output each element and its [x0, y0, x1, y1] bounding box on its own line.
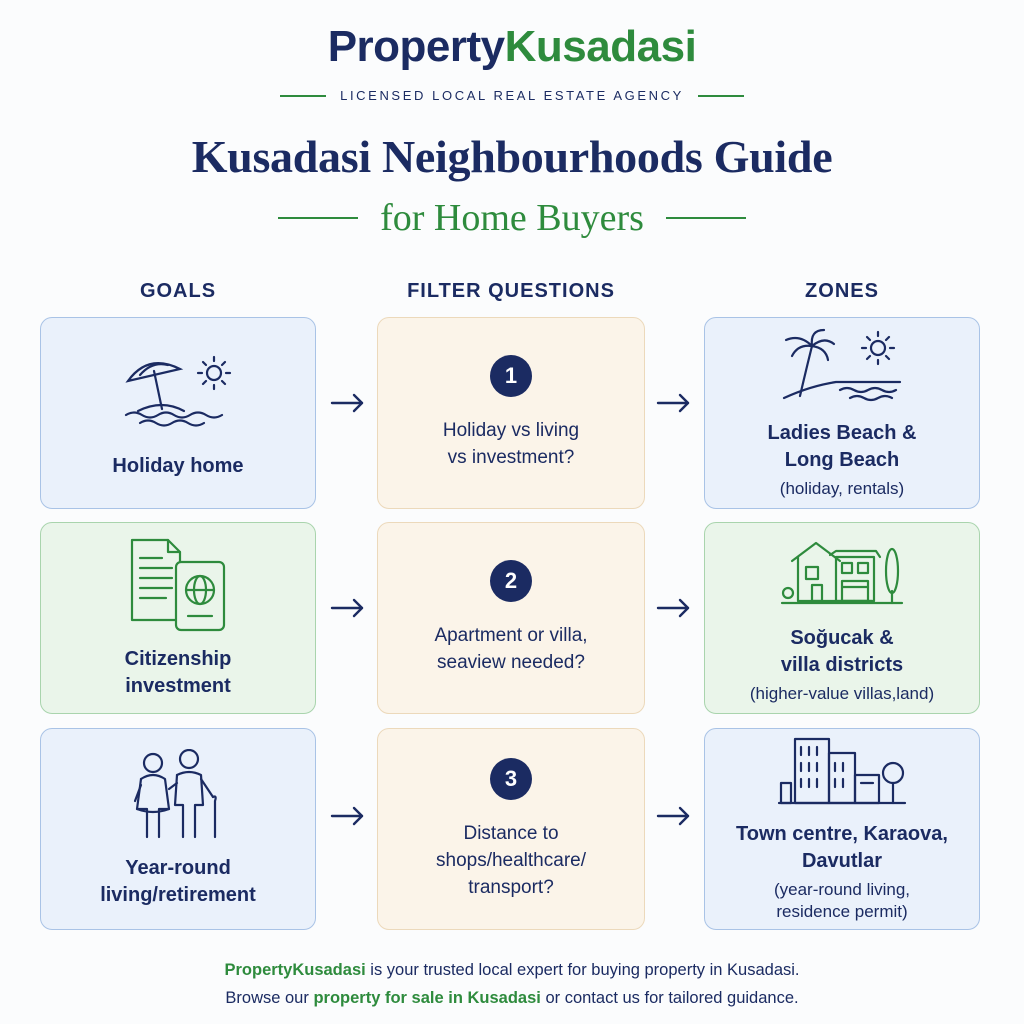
footer — [0, 956, 1024, 1012]
question-text-line: Holiday vs living — [442, 420, 580, 441]
goal-label: living/retirement — [100, 884, 256, 906]
zone-label: villa districts — [780, 654, 904, 676]
question-number-badge: 2 — [490, 560, 532, 602]
question-text-line: seaview needed? — [437, 652, 585, 673]
question-number-badge: 3 — [490, 758, 532, 800]
column-header-goals: GOALS — [139, 280, 217, 302]
zone-subtext: residence permit) — [776, 902, 908, 921]
goal-label: investment — [125, 675, 231, 697]
arrow-right-icon — [330, 393, 366, 413]
zone-label: Town centre, Karaova, — [736, 823, 948, 845]
zone-label: Soğucak & — [790, 627, 894, 649]
town-buildings-icon — [777, 735, 907, 807]
zone-label: Long Beach — [784, 449, 900, 471]
zone-subtext: (year-round living, — [773, 880, 911, 899]
page-title: Kusadasi Neighbourhoods Guide — [191, 131, 833, 182]
footer-line-1 — [0, 956, 1024, 984]
subtitle-row — [0, 196, 1024, 240]
goal-label: Year-round — [125, 857, 231, 879]
arrow-right-icon — [330, 598, 366, 618]
brand-part-kusadasi: Kusadasi — [504, 22, 697, 71]
tagline-row — [0, 88, 1024, 103]
beach-umbrella-icon — [118, 351, 238, 431]
elderly-couple-icon — [123, 749, 233, 841]
villa-house-icon — [780, 531, 904, 607]
question-text-line: Apartment or villa, — [434, 625, 588, 646]
question-card-3 — [377, 728, 645, 930]
footer-text: Browse our — [225, 989, 314, 1007]
zone-subtext: (holiday, rentals) — [779, 479, 905, 498]
goal-label: Citizenship — [124, 648, 232, 670]
arrow-right-icon — [656, 806, 692, 826]
footer-text: or contact us for tailored guidance. — [540, 989, 799, 1007]
zone-label: Davutlar — [801, 850, 883, 872]
arrow-right-icon — [656, 598, 692, 618]
property-for-sale-link[interactable]: property for sale in Kusadasi — [313, 989, 541, 1007]
question-card-1 — [377, 317, 645, 509]
question-text-line: shops/healthcare/ — [436, 849, 586, 871]
page-subtitle: for Home Buyers — [380, 197, 644, 239]
zone-card-beach — [704, 317, 980, 509]
brand-part-property: Property — [327, 22, 505, 71]
arrow-right-icon — [656, 393, 692, 413]
footer-text: is your trusted local expert for buying property in Kusadasi. — [365, 961, 800, 979]
question-text-line: Distance to — [463, 822, 559, 844]
goal-card-retirement — [40, 728, 316, 930]
question-text-line: transport? — [468, 876, 554, 898]
divider-left — [278, 217, 358, 219]
arrow-right-icon — [330, 806, 366, 826]
column-header-zones: ZONES — [805, 280, 879, 302]
goal-label: Holiday home — [112, 454, 244, 477]
footer-brand-link[interactable]: PropertyKusadasi — [224, 961, 366, 979]
brand-logo — [0, 22, 1024, 72]
divider-left — [280, 95, 326, 97]
passport-document-icon — [118, 536, 238, 636]
question-text-line: vs investment? — [447, 447, 575, 468]
goal-card-citizenship — [40, 522, 316, 714]
divider-right — [698, 95, 744, 97]
question-card-2 — [377, 522, 645, 714]
zone-card-villas — [704, 522, 980, 714]
palm-beach-icon — [780, 326, 904, 402]
goal-card-holiday — [40, 317, 316, 509]
zone-subtext: (higher-value villas,land) — [749, 684, 935, 703]
column-header-questions: FILTER QUESTIONS — [407, 280, 615, 302]
question-number-badge: 1 — [490, 355, 532, 397]
divider-right — [666, 217, 746, 219]
footer-line-2 — [0, 984, 1024, 1012]
tagline: LICENSED LOCAL REAL ESTATE AGENCY — [340, 88, 684, 103]
zone-label: Ladies Beach & — [767, 422, 917, 444]
zone-card-town — [704, 728, 980, 930]
